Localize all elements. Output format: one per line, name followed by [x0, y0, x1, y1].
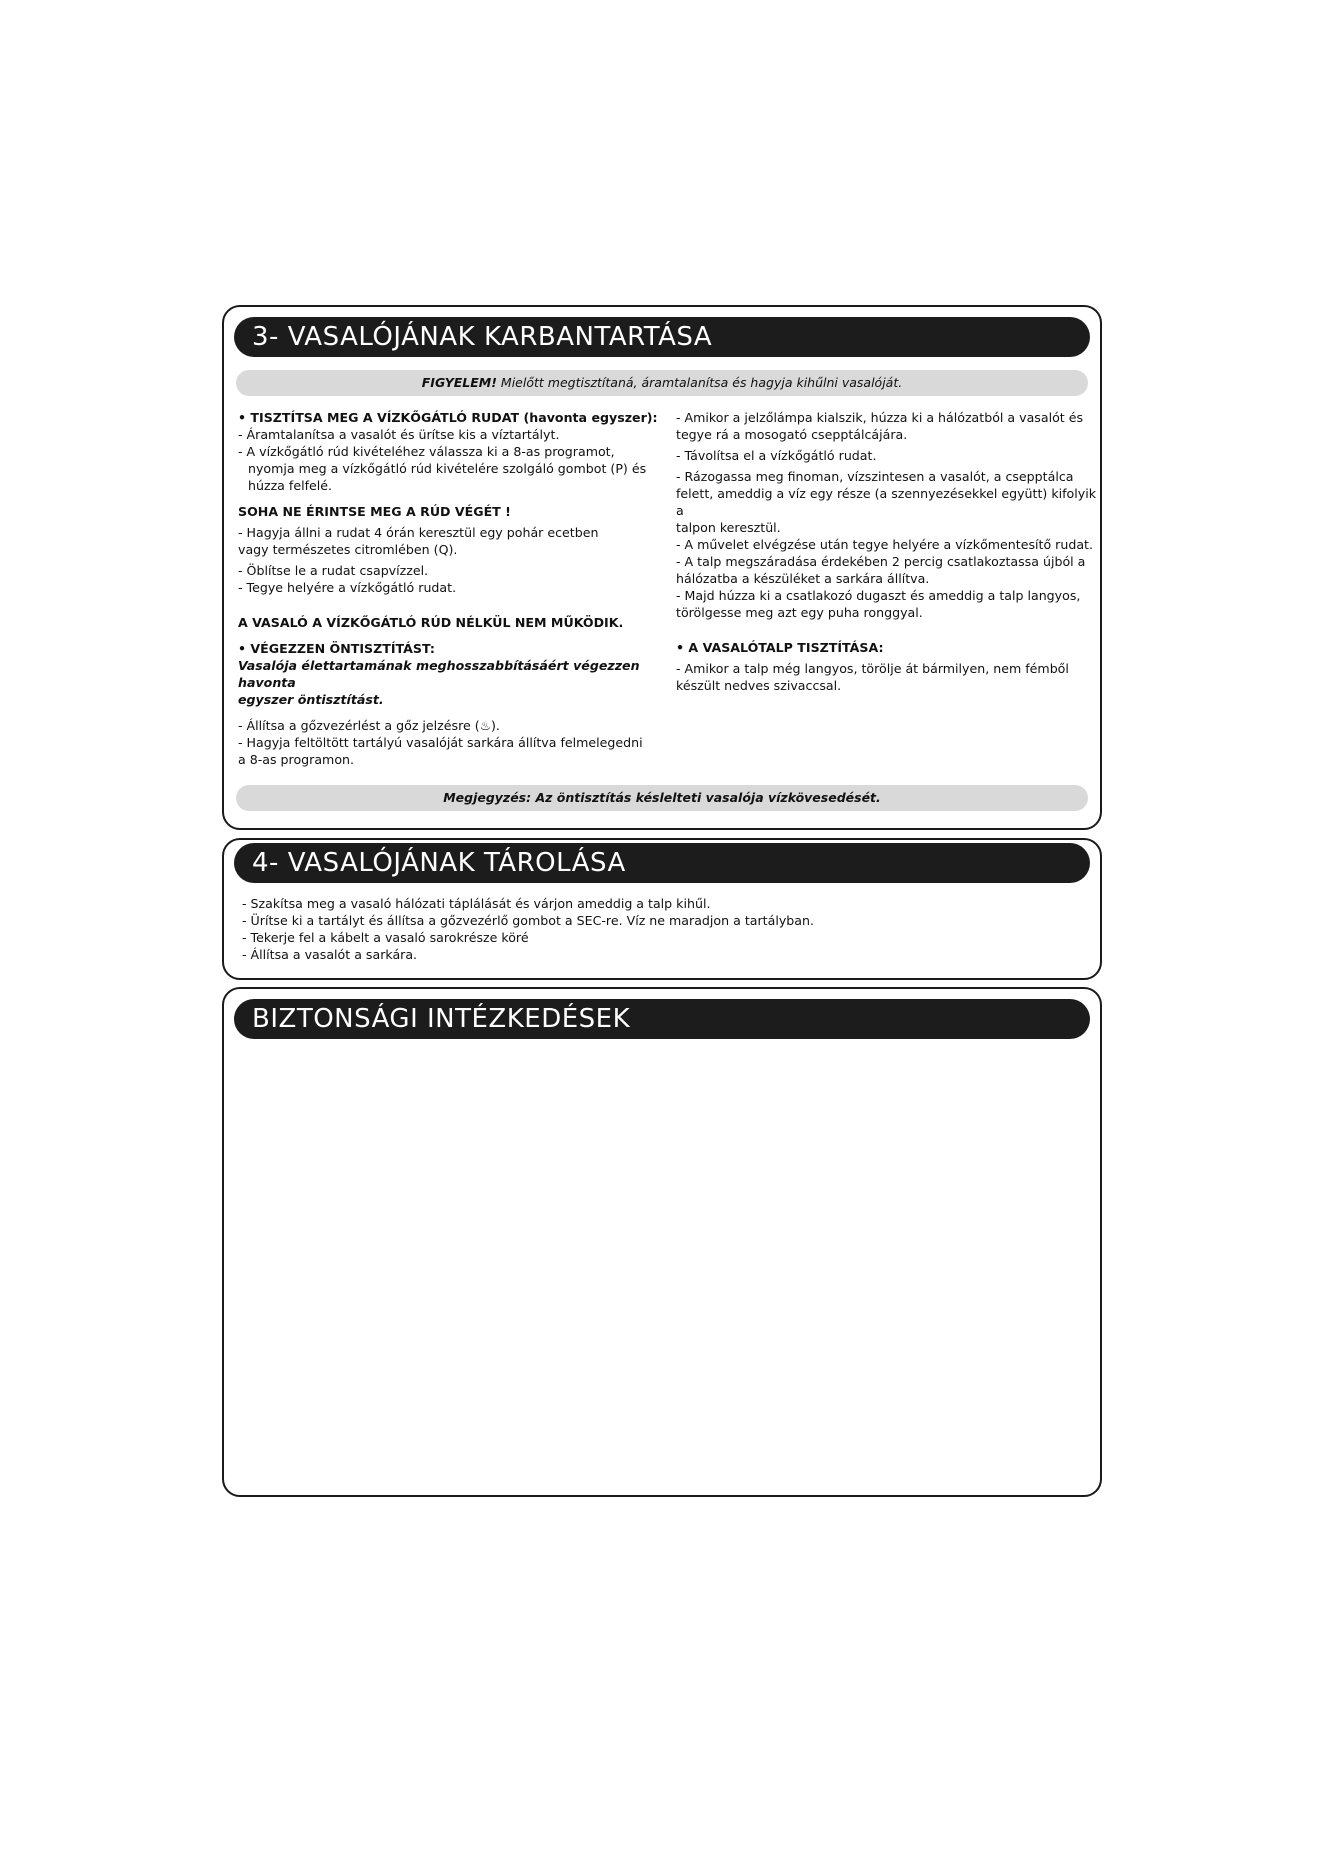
warning-text: Mielőtt megtisztítaná, áramtalanítsa és hagyja kihűlni vasalóját. [496, 375, 903, 390]
step-remove-rod-2: nyomja meg a vízkőgátló rúd kivételére szolgáló gombot (P) és [248, 461, 647, 476]
step-heat-1: - Hagyja feltöltött tartályú vasalóját sarkára állítva felmelegedni [238, 735, 643, 750]
step-clean-sole-1: - Amikor a talp még langyos, törölje át bármilyen, nem fémből [676, 661, 1069, 676]
step-remove-rod-1: - A vízkőgátló rúd kivételéhez válassza ki a 8-as programot, [238, 444, 615, 459]
step-rinse: - Öblítse le a rudat csapvízzel. [238, 563, 429, 578]
step-dry-2: hálózatba a készüléket a sarkára állítva. [676, 571, 930, 586]
step-wipe-1: - Majd húzza ki a csatlakozó dugaszt és ameddig a talp langyos, [676, 588, 1081, 603]
left-column [238, 409, 658, 768]
descaler-heading: • TISZTÍTSA MEG A VÍZKŐGÁTLÓ RUDAT [238, 410, 520, 425]
step-replace-rod: - A művelet elvégzése után tegye helyére a vízkőmentesítő rudat. [676, 537, 1093, 552]
storage-item: - Szakítsa meg a vasaló hálózati táplálását és várjon ameddig a talp kihűl. [242, 896, 711, 911]
right-column [676, 409, 1096, 694]
warning-label: FIGYELEM! [421, 375, 497, 390]
step-shake-1: - Rázogassa meg finoman, vízszintesen a vasalót, a csepptálca [676, 469, 1074, 484]
self-clean-intro-2: egyszer öntisztítást. [238, 692, 384, 707]
step-unplug: - Áramtalanítsa a vasalót és ürítse kis a víztartályt. [238, 427, 560, 442]
descaler-heading-freq: (havonta egyszer): [519, 410, 658, 425]
step-wipe-2: törölgesse meg azt egy puha ronggyal. [676, 605, 923, 620]
storage-section [222, 838, 1102, 980]
storage-item: - Ürítse ki a tartályt és állítsa a gőzvezérlő gombot a SEC-re. Víz ne maradjon a tartályban. [242, 913, 814, 928]
step-replace: - Tegye helyére a vízkőgátló rudat. [238, 580, 457, 595]
self-clean-heading: • VÉGEZZEN ÖNTISZTÍTÁST: [238, 641, 435, 656]
safety-title: BIZTONSÁGI INTÉZKEDÉSEK [234, 999, 1090, 1039]
maintenance-title: 3- VASALÓJÁNAK KARBANTARTÁSA [234, 317, 1090, 357]
step-shake-2: felett, ameddig a víz egy része (a szennyezésekkel együtt) kifolyik a [676, 486, 1097, 518]
storage-title: 4- VASALÓJÁNAK TÁROLÁSA [234, 843, 1090, 883]
storage-item: - Állítsa a vasalót a sarkára. [242, 947, 418, 962]
never-touch-warning: SOHA NE ÉRINTSE MEG A RÚD VÉGÉT ! [238, 504, 511, 519]
storage-item: - Tekerje fel a kábelt a vasaló sarokrésze köré [242, 930, 529, 945]
warning-banner [236, 370, 1088, 396]
self-clean-intro-1: Vasalója élettartamának meghosszabbításáért végezzen havonta [238, 658, 640, 690]
step-clean-sole-2: készült nedves szivaccsal. [676, 678, 842, 693]
step-unplug-tray-2: tegye rá a mosogató csepptálcájára. [676, 427, 908, 442]
storage-list [242, 895, 814, 963]
step-soak-1: - Hagyja állni a rudat 4 órán keresztül egy pohár ecetben [238, 525, 599, 540]
step-heat-2: a 8-as programon. [238, 752, 355, 767]
note-banner: Megjegyzés: Az öntisztítás késlelteti vasalója vízkövesedését. [236, 785, 1088, 811]
maintenance-section [222, 305, 1102, 830]
step-soak-2: vagy természetes citromlében (Q). [238, 542, 458, 557]
step-remove-rod-3: húzza felfelé. [248, 478, 333, 493]
step-remove-rod: - Távolítsa el a vízkőgátló rudat. [676, 448, 877, 463]
step-dry-1: - A talp megszáradása érdekében 2 percig csatlakoztassa újból a [676, 554, 1086, 569]
soleplate-heading: • A VASALÓTALP TISZTÍTÁSA: [676, 640, 884, 655]
step-steam-setting: - Állítsa a gőzvezérlést a gőz jelzésre (♨). [238, 718, 500, 733]
step-unplug-tray-1: - Amikor a jelzőlámpa kialszik, húzza ki a hálózatból a vasalót és [676, 410, 1084, 425]
safety-section [222, 987, 1102, 1497]
rod-required-warning: A VASALÓ A VÍZKŐGÁTLÓ RÚD NÉLKÜL NEM MŰKÖDIK. [238, 615, 624, 630]
step-shake-3: talpon keresztül. [676, 520, 781, 535]
